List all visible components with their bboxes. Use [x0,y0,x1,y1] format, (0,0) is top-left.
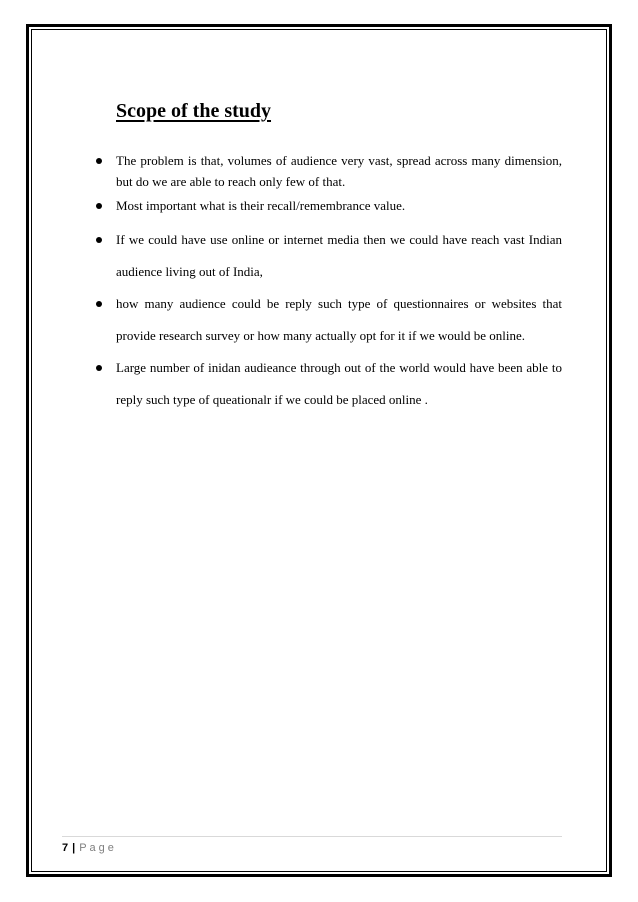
bullet-icon [96,158,102,164]
bullet-item [116,224,562,288]
bullet-text: The problem is that, volumes of audience very vast, spread across many dimension, but do we are able to reach only few of that. [116,153,562,189]
bullet-item [116,288,562,352]
page-number: 7 [62,842,69,854]
bullet-text: Large number of inidan audieance through out of the world would have been able to reply such type of queationalr if we could be placed online . [116,360,562,407]
footer-divider [62,836,562,837]
bullet-item [116,195,562,216]
page-footer [62,840,117,856]
scope-bullet-list [116,150,562,416]
bullet-icon [96,301,102,307]
bullet-item [116,150,562,192]
bullet-icon [96,365,102,371]
bullet-text: how many audience could be reply such type of questionnaires or websites that provide research survey or how many actually opt for it if we would be online. [116,296,562,343]
bullet-icon [96,237,102,243]
bullet-text: Most important what is their recall/remembrance value. [116,198,406,213]
page-label: Page [79,842,117,854]
footer-separator: | [72,842,76,854]
bullet-item [116,352,562,416]
bullet-text: If we could have use online or internet media then we could have reach vast Indian audience living out of India, [116,232,562,279]
section-heading: Scope of the study [116,100,272,122]
bullet-icon [96,203,102,209]
